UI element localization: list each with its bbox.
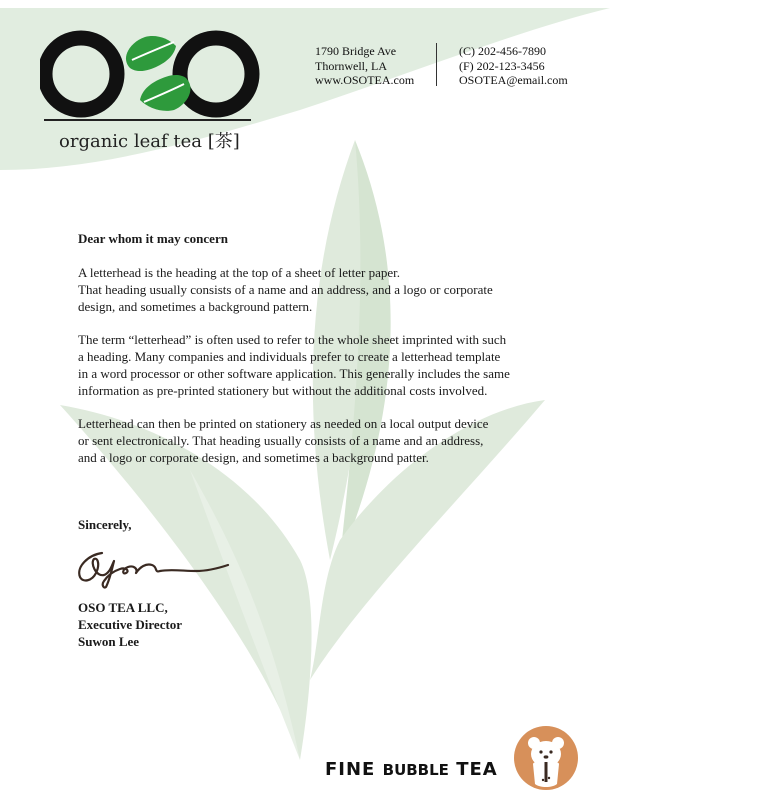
paragraph-line: design, and sometimes a background pattern. xyxy=(78,299,313,314)
address-line1: 1790 Bridge Ave xyxy=(315,44,397,58)
company-logo xyxy=(40,30,260,155)
paragraph-line: in a word processor or other software application. This generally includes the same xyxy=(78,366,510,381)
logo-underline xyxy=(44,119,251,121)
closing: Sincerely, xyxy=(78,517,132,532)
cell-phone: (C) 202-456-7890 xyxy=(459,44,546,58)
fax-number: (F) 202-123-3456 xyxy=(459,58,545,73)
salutation: Dear whom it may concern xyxy=(78,231,228,246)
website: www.OSOTEA.com xyxy=(315,73,415,87)
signer-block xyxy=(78,599,558,650)
contact-address xyxy=(315,44,414,88)
footer-word-bubble: BUBBLE xyxy=(382,761,449,779)
paragraph-line: or sent electronically. That heading usually consists of a name and an address, xyxy=(78,433,484,448)
tagline: organic leaf tea [茶] xyxy=(59,131,240,152)
footer-word-fine: FINE xyxy=(325,759,376,780)
paragraph-line: a heading. Many companies and individuals prefer to create a letterhead template xyxy=(78,349,501,364)
contact-phone-email xyxy=(459,44,568,88)
paragraph-2 xyxy=(78,331,558,399)
paragraph-line: That heading usually consists of a name and an address, and a logo or corporate xyxy=(78,282,493,297)
bear-mascot-icon xyxy=(514,726,578,790)
paragraph-1 xyxy=(78,264,558,315)
signer-company: OSO TEA LLC, xyxy=(78,600,168,615)
paragraph-line: information as pre-printed stationery but without the additional costs involved. xyxy=(78,383,488,398)
address-line2: Thornwell, LA xyxy=(315,58,387,73)
footer-brand xyxy=(325,759,498,780)
paragraph-line: The term “letterhead” is often used to refer to the whole sheet imprinted with such xyxy=(78,332,507,347)
paragraph-3 xyxy=(78,415,558,466)
contact-divider xyxy=(436,43,437,86)
signer-name: Suwon Lee xyxy=(78,634,140,649)
footer-word-tea: TEA xyxy=(456,759,498,780)
paragraph-line: A letterhead is the heading at the top of a sheet of letter paper. xyxy=(78,265,400,280)
signer-title: Executive Director xyxy=(78,617,183,632)
paragraph-line: Letterhead can then be printed on stationery as needed on a local output device xyxy=(78,416,489,431)
oso-logo-icon xyxy=(40,30,260,120)
paragraph-line: and a logo or corporate design, and sometimes a background patter. xyxy=(78,450,429,465)
signature-icon xyxy=(74,545,234,590)
email: OSOTEA@email.com xyxy=(459,73,568,87)
